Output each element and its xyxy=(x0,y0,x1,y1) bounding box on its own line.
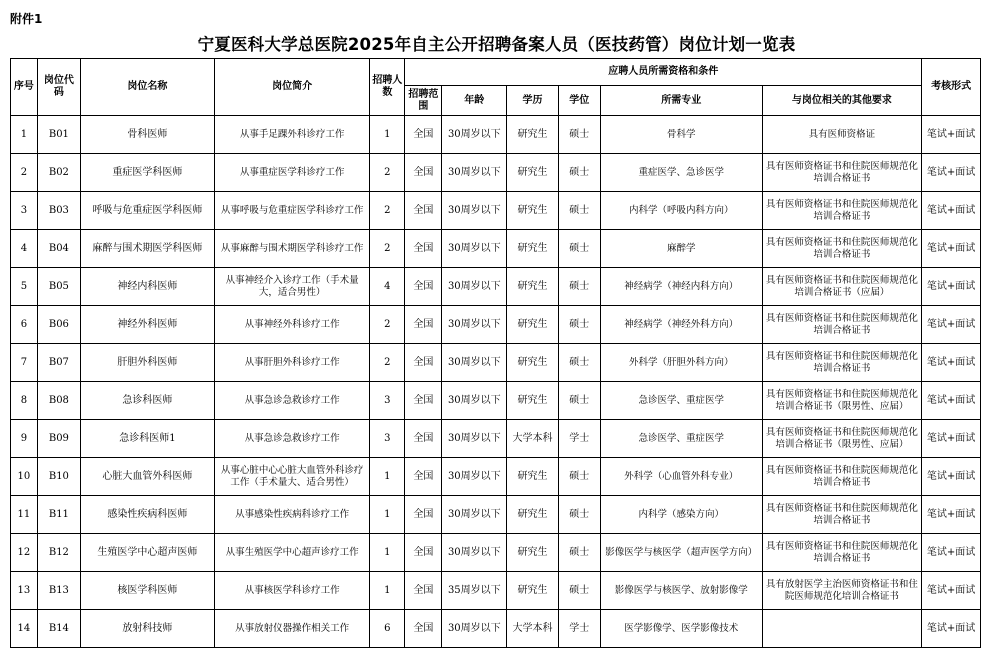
cell-intro: 从事麻醉与围术期医学科诊疗工作 xyxy=(214,230,369,268)
cell-seq: 14 xyxy=(11,610,38,648)
cell-count: 1 xyxy=(370,534,405,572)
cell-other: 具有医师资格证书和住院医师规范化培训合格证书 xyxy=(762,344,922,382)
cell-other: 具有医师资格证书和住院医师规范化培训合格证书 xyxy=(762,496,922,534)
header-name: 岗位名称 xyxy=(81,59,215,116)
cell-age: 30周岁以下 xyxy=(442,610,507,648)
cell-age: 35周岁以下 xyxy=(442,572,507,610)
cell-exam: 笔试+面试 xyxy=(922,534,981,572)
cell-count: 2 xyxy=(370,344,405,382)
cell-degree: 学士 xyxy=(558,420,600,458)
cell-other: 具有医师资格证书和住院医师规范化培训合格证书（应届） xyxy=(762,268,922,306)
cell-exam: 笔试+面试 xyxy=(922,610,981,648)
cell-count: 4 xyxy=(370,268,405,306)
cell-intro: 从事肝胆外科诊疗工作 xyxy=(214,344,369,382)
cell-intro: 从事重症医学科诊疗工作 xyxy=(214,154,369,192)
cell-scope: 全国 xyxy=(405,154,442,192)
cell-name: 呼吸与危重症医学科医师 xyxy=(81,192,215,230)
cell-count: 6 xyxy=(370,610,405,648)
cell-code: B12 xyxy=(37,534,80,572)
cell-major: 神经病学（神经内科方向） xyxy=(600,268,762,306)
cell-count: 2 xyxy=(370,230,405,268)
cell-other xyxy=(762,610,922,648)
cell-code: B10 xyxy=(37,458,80,496)
header-education: 学历 xyxy=(507,86,558,116)
cell-major: 影像医学与核医学、放射影像学 xyxy=(600,572,762,610)
cell-scope: 全国 xyxy=(405,306,442,344)
table-row xyxy=(11,268,981,306)
cell-count: 3 xyxy=(370,420,405,458)
table-row xyxy=(11,116,981,154)
cell-education: 研究生 xyxy=(507,534,558,572)
attachment-label: 附件1 xyxy=(10,12,43,26)
cell-seq: 11 xyxy=(11,496,38,534)
cell-name: 神经外科医师 xyxy=(81,306,215,344)
cell-name: 感染性疾病科医师 xyxy=(81,496,215,534)
cell-other: 具有医师资格证书和住院医师规范化培训合格证书（限男性、应届） xyxy=(762,382,922,420)
cell-major: 骨科学 xyxy=(600,116,762,154)
cell-other: 具有医师资格证书和住院医师规范化培训合格证书 xyxy=(762,534,922,572)
cell-education: 研究生 xyxy=(507,230,558,268)
cell-degree: 硕士 xyxy=(558,382,600,420)
cell-exam: 笔试+面试 xyxy=(922,382,981,420)
cell-code: B13 xyxy=(37,572,80,610)
header-code: 岗位代码 xyxy=(37,59,80,116)
cell-intro: 从事心脏中心心脏大血管外科诊疗工作（手术量大、适合男性） xyxy=(214,458,369,496)
cell-intro: 从事生殖医学中心超声诊疗工作 xyxy=(214,534,369,572)
cell-education: 大学本科 xyxy=(507,420,558,458)
cell-code: B06 xyxy=(37,306,80,344)
table-row xyxy=(11,534,981,572)
cell-degree: 硕士 xyxy=(558,534,600,572)
table-row xyxy=(11,382,981,420)
cell-degree: 学士 xyxy=(558,610,600,648)
cell-education: 研究生 xyxy=(507,268,558,306)
cell-exam: 笔试+面试 xyxy=(922,496,981,534)
cell-age: 30周岁以下 xyxy=(442,306,507,344)
cell-age: 30周岁以下 xyxy=(442,420,507,458)
header-count: 招聘人数 xyxy=(370,59,405,116)
cell-count: 2 xyxy=(370,192,405,230)
cell-age: 30周岁以下 xyxy=(442,154,507,192)
page-title: 宁夏医科大学总医院2025年自主公开招聘备案人员（医技药管）岗位计划一览表 xyxy=(197,35,796,54)
cell-major: 外科学（肝胆外科方向） xyxy=(600,344,762,382)
cell-degree: 硕士 xyxy=(558,230,600,268)
cell-age: 30周岁以下 xyxy=(442,382,507,420)
cell-code: B09 xyxy=(37,420,80,458)
cell-seq: 12 xyxy=(11,534,38,572)
cell-exam: 笔试+面试 xyxy=(922,572,981,610)
cell-intro: 从事呼吸与危重症医学科诊疗工作 xyxy=(214,192,369,230)
cell-major: 内科学（呼吸内科方向） xyxy=(600,192,762,230)
cell-scope: 全国 xyxy=(405,344,442,382)
cell-education: 研究生 xyxy=(507,458,558,496)
cell-intro: 从事感染性疾病科诊疗工作 xyxy=(214,496,369,534)
cell-name: 麻醉与围术期医学科医师 xyxy=(81,230,215,268)
cell-scope: 全国 xyxy=(405,534,442,572)
cell-major: 内科学（感染方向） xyxy=(600,496,762,534)
table-row xyxy=(11,230,981,268)
cell-degree: 硕士 xyxy=(558,154,600,192)
cell-age: 30周岁以下 xyxy=(442,344,507,382)
cell-seq: 13 xyxy=(11,572,38,610)
cell-count: 1 xyxy=(370,458,405,496)
cell-education: 研究生 xyxy=(507,306,558,344)
cell-degree: 硕士 xyxy=(558,268,600,306)
cell-seq: 3 xyxy=(11,192,38,230)
cell-degree: 硕士 xyxy=(558,306,600,344)
cell-major: 外科学（心血管外科专业） xyxy=(600,458,762,496)
cell-name: 急诊科医师 xyxy=(81,382,215,420)
header-other: 与岗位相关的其他要求 xyxy=(762,86,922,116)
cell-scope: 全国 xyxy=(405,458,442,496)
cell-education: 研究生 xyxy=(507,344,558,382)
header-age: 年龄 xyxy=(442,86,507,116)
cell-seq: 7 xyxy=(11,344,38,382)
cell-exam: 笔试+面试 xyxy=(922,344,981,382)
cell-seq: 5 xyxy=(11,268,38,306)
header-major: 所需专业 xyxy=(600,86,762,116)
cell-exam: 笔试+面试 xyxy=(922,230,981,268)
table-row xyxy=(11,572,981,610)
cell-seq: 10 xyxy=(11,458,38,496)
cell-intro: 从事手足踝外科诊疗工作 xyxy=(214,116,369,154)
cell-intro: 从事放射仪器操作相关工作 xyxy=(214,610,369,648)
cell-scope: 全国 xyxy=(405,116,442,154)
cell-count: 1 xyxy=(370,572,405,610)
cell-other: 具有医师资格证书和住院医师规范化培训合格证书 xyxy=(762,230,922,268)
cell-age: 30周岁以下 xyxy=(442,230,507,268)
cell-exam: 笔试+面试 xyxy=(922,306,981,344)
cell-name: 重症医学科医师 xyxy=(81,154,215,192)
table-row xyxy=(11,458,981,496)
cell-education: 研究生 xyxy=(507,572,558,610)
header-exam: 考核形式 xyxy=(922,59,981,116)
cell-count: 3 xyxy=(370,382,405,420)
cell-age: 30周岁以下 xyxy=(442,496,507,534)
header-seq: 序号 xyxy=(11,59,38,116)
cell-exam: 笔试+面试 xyxy=(922,268,981,306)
cell-scope: 全国 xyxy=(405,382,442,420)
table-row xyxy=(11,420,981,458)
table-row xyxy=(11,610,981,648)
table-row xyxy=(11,192,981,230)
cell-seq: 4 xyxy=(11,230,38,268)
table-row xyxy=(11,306,981,344)
cell-seq: 1 xyxy=(11,116,38,154)
recruitment-table xyxy=(10,58,981,648)
cell-other: 具有医师资格证书和住院医师规范化培训合格证书 xyxy=(762,458,922,496)
cell-age: 30周岁以下 xyxy=(442,458,507,496)
cell-intro: 从事核医学科诊疗工作 xyxy=(214,572,369,610)
cell-exam: 笔试+面试 xyxy=(922,420,981,458)
cell-count: 2 xyxy=(370,154,405,192)
cell-count: 2 xyxy=(370,306,405,344)
cell-degree: 硕士 xyxy=(558,192,600,230)
header-qualifications: 应聘人员所需资格和条件 xyxy=(405,59,922,86)
cell-age: 30周岁以下 xyxy=(442,116,507,154)
table-row xyxy=(11,154,981,192)
cell-name: 肝胆外科医师 xyxy=(81,344,215,382)
cell-other: 具有医师资格证书和住院医师规范化培训合格证书 xyxy=(762,306,922,344)
cell-major: 影像医学与核医学（超声医学方向） xyxy=(600,534,762,572)
cell-education: 大学本科 xyxy=(507,610,558,648)
cell-education: 研究生 xyxy=(507,116,558,154)
cell-scope: 全国 xyxy=(405,268,442,306)
cell-name: 放射科技师 xyxy=(81,610,215,648)
cell-code: B05 xyxy=(37,268,80,306)
cell-major: 重症医学、急诊医学 xyxy=(600,154,762,192)
cell-exam: 笔试+面试 xyxy=(922,116,981,154)
cell-exam: 笔试+面试 xyxy=(922,192,981,230)
cell-intro: 从事神经介入诊疗工作（手术量大，适合男性） xyxy=(214,268,369,306)
cell-other: 具有放射医学主治医师资格证书和住院医师规范化培训合格证书 xyxy=(762,572,922,610)
cell-intro: 从事急诊急救诊疗工作 xyxy=(214,420,369,458)
cell-major: 急诊医学、重症医学 xyxy=(600,420,762,458)
cell-count: 1 xyxy=(370,496,405,534)
cell-seq: 9 xyxy=(11,420,38,458)
cell-code: B14 xyxy=(37,610,80,648)
table-row xyxy=(11,496,981,534)
cell-age: 30周岁以下 xyxy=(442,268,507,306)
header-degree: 学位 xyxy=(558,86,600,116)
cell-code: B07 xyxy=(37,344,80,382)
cell-exam: 笔试+面试 xyxy=(922,458,981,496)
table-body xyxy=(11,116,981,648)
cell-code: B04 xyxy=(37,230,80,268)
cell-age: 30周岁以下 xyxy=(442,192,507,230)
cell-count: 1 xyxy=(370,116,405,154)
cell-code: B02 xyxy=(37,154,80,192)
cell-scope: 全国 xyxy=(405,420,442,458)
cell-seq: 6 xyxy=(11,306,38,344)
cell-degree: 硕士 xyxy=(558,458,600,496)
cell-other: 具有医师资格证书和住院医师规范化培训合格证书 xyxy=(762,154,922,192)
cell-scope: 全国 xyxy=(405,230,442,268)
cell-code: B01 xyxy=(37,116,80,154)
cell-other: 具有医师资格证书和住院医师规范化培训合格证书（限男性、应届） xyxy=(762,420,922,458)
cell-seq: 8 xyxy=(11,382,38,420)
cell-degree: 硕士 xyxy=(558,116,600,154)
cell-other: 具有医师资格证 xyxy=(762,116,922,154)
cell-education: 研究生 xyxy=(507,496,558,534)
header-scope: 招聘范围 xyxy=(405,86,442,116)
cell-major: 医学影像学、医学影像技术 xyxy=(600,610,762,648)
cell-degree: 硕士 xyxy=(558,572,600,610)
cell-code: B11 xyxy=(37,496,80,534)
cell-scope: 全国 xyxy=(405,572,442,610)
cell-major: 急诊医学、重症医学 xyxy=(600,382,762,420)
cell-age: 30周岁以下 xyxy=(442,534,507,572)
cell-name: 急诊科医师1 xyxy=(81,420,215,458)
cell-other: 具有医师资格证书和住院医师规范化培训合格证书 xyxy=(762,192,922,230)
header-intro: 岗位简介 xyxy=(214,59,369,116)
cell-education: 研究生 xyxy=(507,154,558,192)
cell-scope: 全国 xyxy=(405,192,442,230)
cell-degree: 硕士 xyxy=(558,344,600,382)
cell-exam: 笔试+面试 xyxy=(922,154,981,192)
cell-education: 研究生 xyxy=(507,382,558,420)
cell-scope: 全国 xyxy=(405,610,442,648)
cell-education: 研究生 xyxy=(507,192,558,230)
cell-name: 神经内科医师 xyxy=(81,268,215,306)
cell-intro: 从事神经外科诊疗工作 xyxy=(214,306,369,344)
cell-intro: 从事急诊急救诊疗工作 xyxy=(214,382,369,420)
cell-degree: 硕士 xyxy=(558,496,600,534)
cell-major: 麻醉学 xyxy=(600,230,762,268)
cell-name: 核医学科医师 xyxy=(81,572,215,610)
cell-major: 神经病学（神经外科方向） xyxy=(600,306,762,344)
cell-name: 生殖医学中心超声医师 xyxy=(81,534,215,572)
cell-name: 心脏大血管外科医师 xyxy=(81,458,215,496)
table-row xyxy=(11,344,981,382)
cell-code: B03 xyxy=(37,192,80,230)
cell-scope: 全国 xyxy=(405,496,442,534)
cell-name: 骨科医师 xyxy=(81,116,215,154)
cell-seq: 2 xyxy=(11,154,38,192)
cell-code: B08 xyxy=(37,382,80,420)
